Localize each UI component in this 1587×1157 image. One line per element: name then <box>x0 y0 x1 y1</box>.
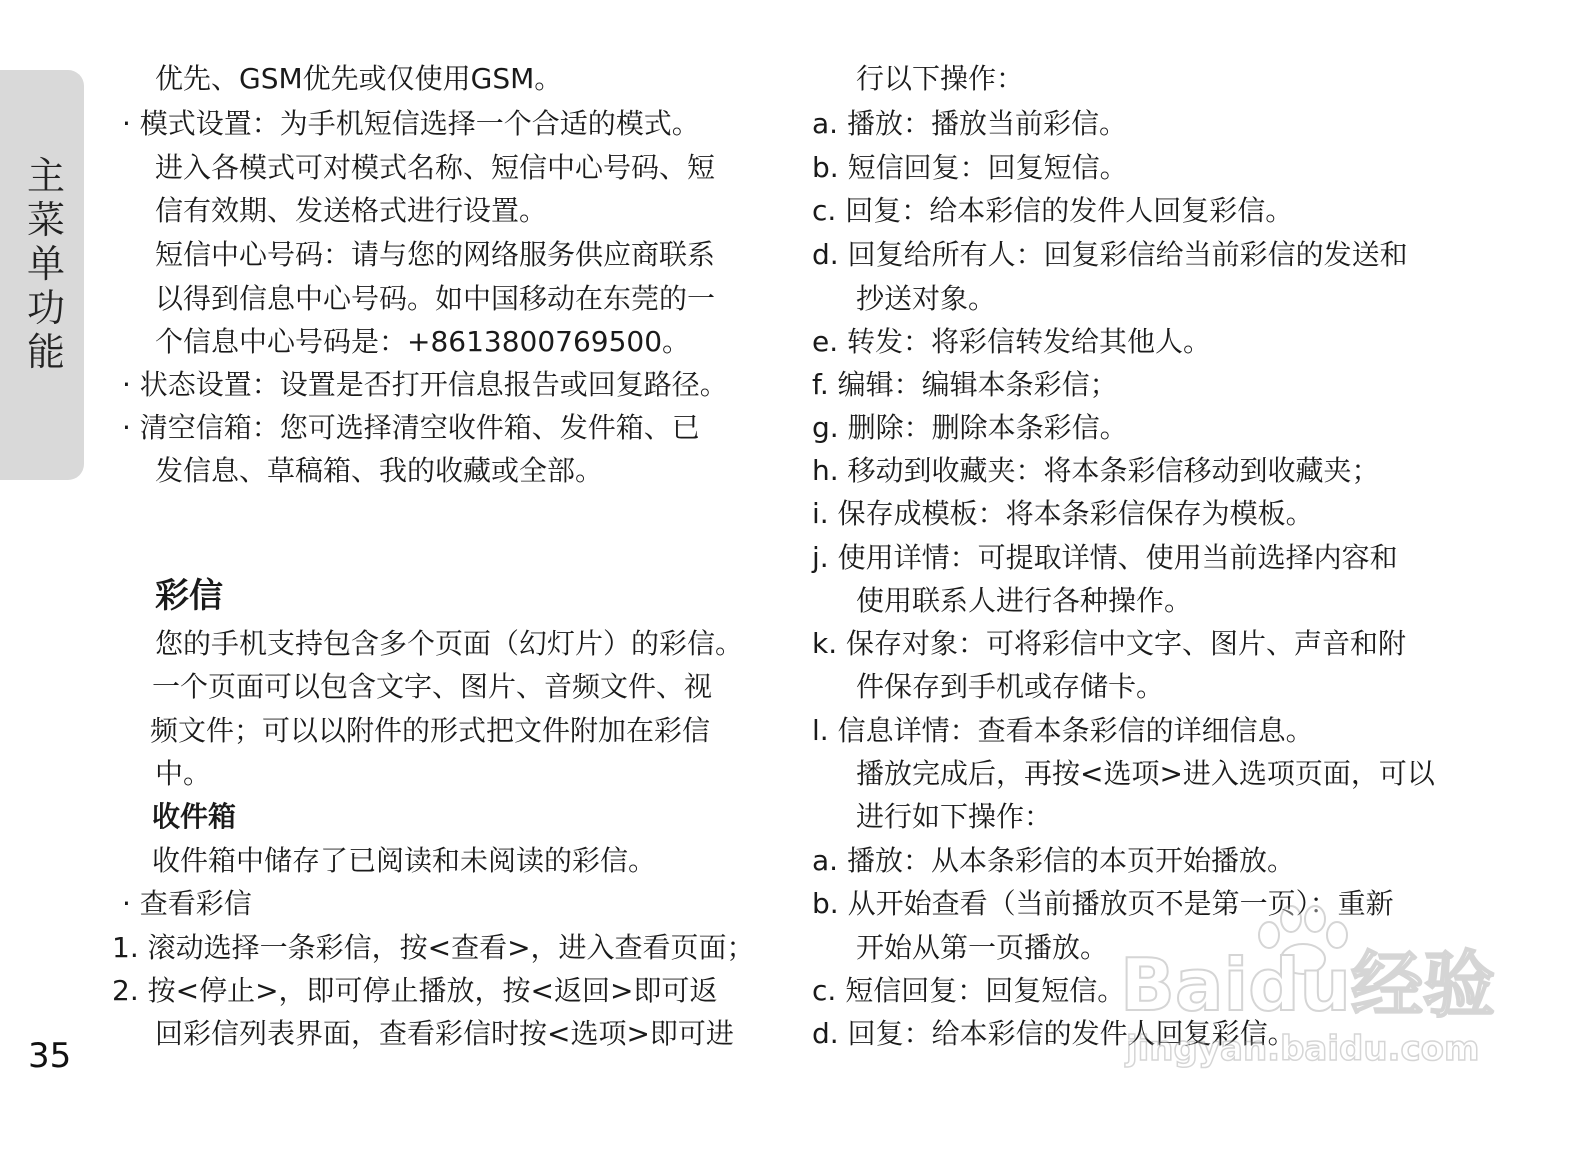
list-item: d. 回复给所有人：回复彩信给当前彩信的发送和 <box>812 238 1408 271</box>
text-line: 进行如下操作： <box>856 800 1053 833</box>
watermark-url: jingyan.baidu.com <box>1126 1029 1480 1069</box>
bullet-item: · 模式设置：为手机短信选择一个合适的模式。 <box>122 107 700 140</box>
text-line: 进入各模式可对模式名称、短信中心号码、短 <box>155 151 716 184</box>
text-line: 以得到信息中心号码。如中国移动在东莞的一 <box>155 282 716 315</box>
text-line: 一个页面可以包含文字、图片、音频文件、视 <box>152 670 713 703</box>
subsection-heading: 收件箱 <box>152 800 237 833</box>
text-line: 收件箱中储存了已阅读和未阅读的彩信。 <box>152 844 657 877</box>
list-item: b. 从开始查看（当前播放页不是第一页）：重新 <box>812 887 1394 920</box>
list-item: l. 信息详情：查看本条彩信的详细信息。 <box>812 714 1314 747</box>
list-item: c. 回复：给本彩信的发件人回复彩信。 <box>812 194 1294 227</box>
text-line: 播放完成后，再按<选项>进入选项页面，可以 <box>856 757 1435 790</box>
text-line: 行以下操作： <box>856 62 1025 95</box>
numbered-item: 2. 按<停止>，即可停止播放，按<返回>即可返 <box>112 974 718 1007</box>
text-line: 回彩信列表界面，查看彩信时按<选项>即可进 <box>155 1017 734 1050</box>
text-line: 中。 <box>155 757 212 790</box>
numbered-item: 1. 滚动选择一条彩信，按<查看>，进入查看页面； <box>112 931 755 964</box>
list-item: a. 播放：从本条彩信的本页开始播放。 <box>812 844 1295 877</box>
text-line: 发信息、草稿箱、我的收藏或全部。 <box>155 454 604 487</box>
list-item: j. 使用详情：可提取详情、使用当前选择内容和 <box>812 541 1398 574</box>
text-line: 个信息中心号码是：+8613800769500。 <box>155 325 691 358</box>
bullet-item: · 状态设置：设置是否打开信息报告或回复路径。 <box>122 368 728 401</box>
text-line: 信有效期、发送格式进行设置。 <box>155 194 548 227</box>
chapter-side-tab <box>0 70 84 480</box>
list-item: g. 删除：删除本条彩信。 <box>812 411 1128 444</box>
bullet-item: · 清空信箱：您可选择清空收件箱、发件箱、已 <box>122 411 700 444</box>
list-item: c. 短信回复：回复短信。 <box>812 974 1126 1007</box>
list-item: f. 编辑：编辑本条彩信； <box>812 368 1118 401</box>
section-heading: 彩信 <box>155 576 223 616</box>
text-line: 您的手机支持包含多个页面（幻灯片）的彩信。 <box>155 627 744 660</box>
baidu-jingyan-watermark <box>1112 905 1495 1080</box>
list-item: h. 移动到收藏夹：将本条彩信移动到收藏夹； <box>812 454 1380 487</box>
text-line: 短信中心号码：请与您的网络服务供应商联系 <box>155 238 716 271</box>
bullet-item: · 查看彩信 <box>122 887 252 920</box>
list-item: b. 短信回复：回复短信。 <box>812 151 1128 184</box>
text-line: 使用联系人进行各种操作。 <box>856 584 1193 617</box>
text-line: 优先、GSM优先或仅使用GSM。 <box>155 62 563 95</box>
list-item: k. 保存对象：可将彩信中文字、图片、声音和附 <box>812 627 1407 660</box>
page-number: 35 <box>28 1036 72 1076</box>
text-line: 开始从第一页播放。 <box>856 931 1109 964</box>
list-item: a. 播放：播放当前彩信。 <box>812 107 1127 140</box>
text-line: 抄送对象。 <box>856 282 997 315</box>
text-line: 频文件；可以以附件的形式把文件附加在彩信 <box>150 714 711 747</box>
chapter-side-tab-label: 主菜单功能 <box>26 154 65 374</box>
list-item: e. 转发：将彩信转发给其他人。 <box>812 325 1212 358</box>
watermark-brand: Baidu经验 <box>1120 943 1495 1027</box>
list-item: i. 保存成模板：将本条彩信保存为模板。 <box>812 497 1314 530</box>
text-line: 件保存到手机或存储卡。 <box>856 670 1165 703</box>
list-item: d. 回复：给本彩信的发件人回复彩信。 <box>812 1017 1296 1050</box>
